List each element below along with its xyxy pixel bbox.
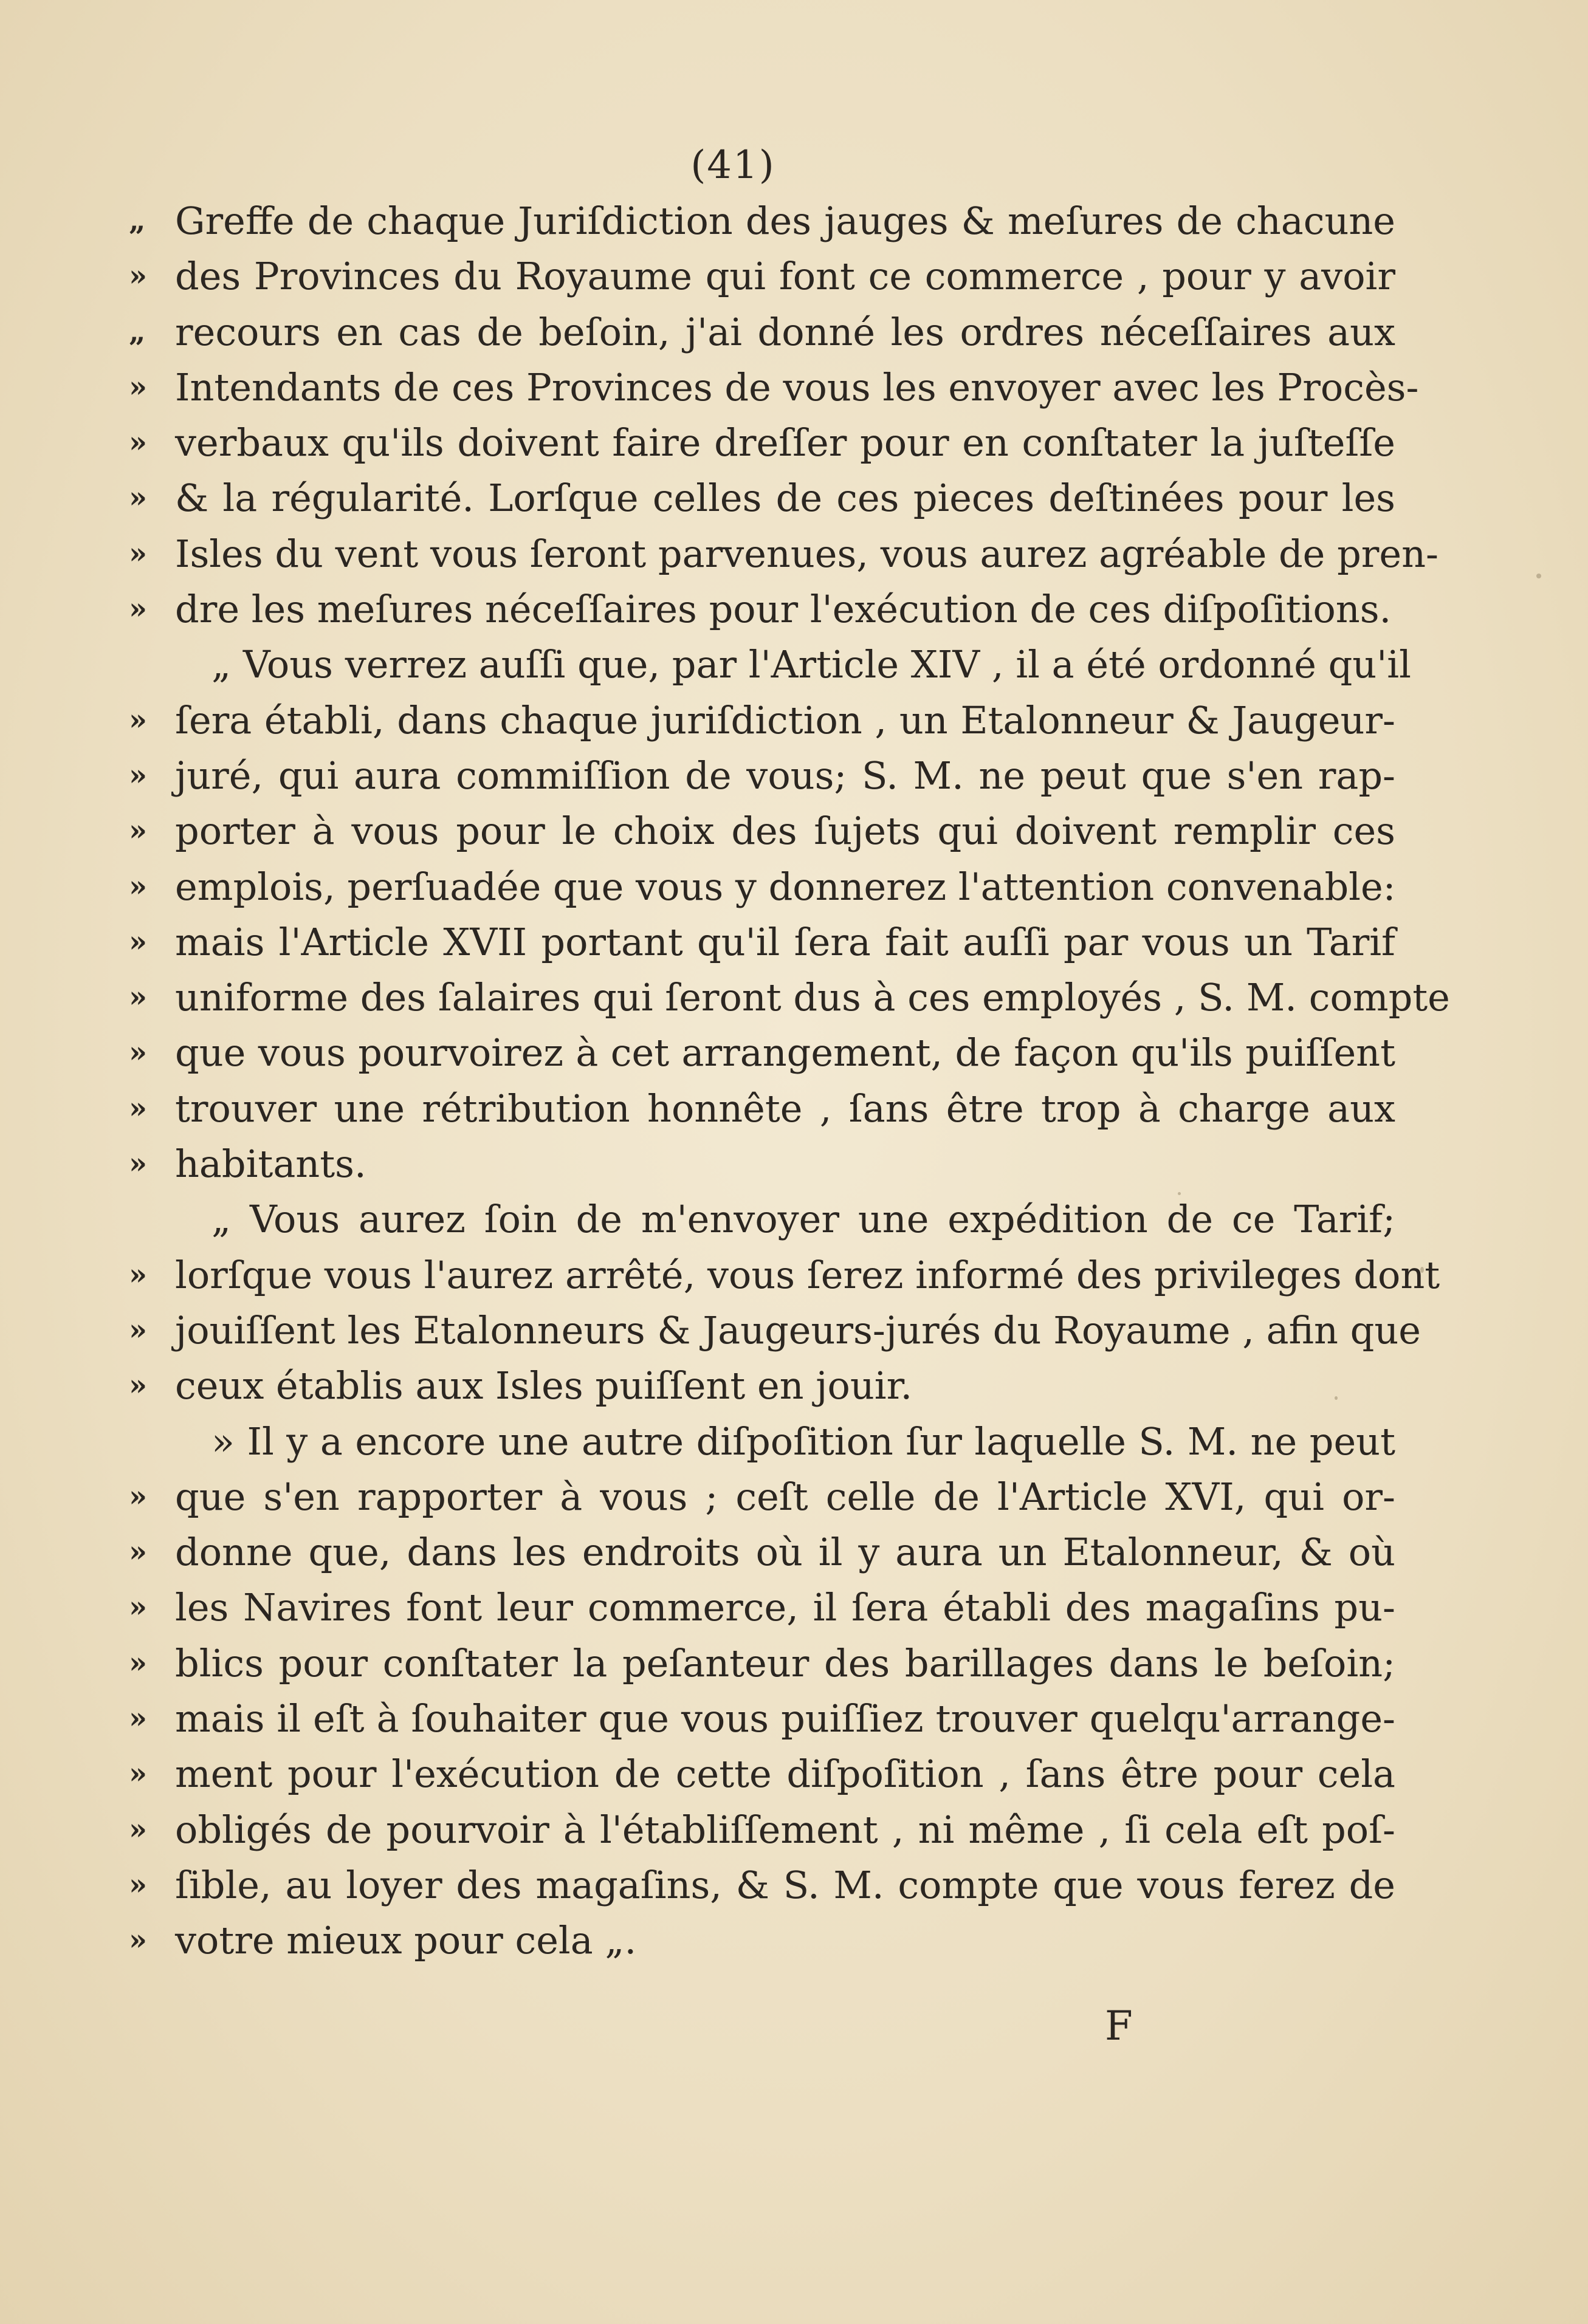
paragraph-start-line	[122, 637, 1411, 692]
quote-mark: »	[129, 1312, 147, 1347]
text-line	[122, 1025, 1395, 1080]
paper-speck	[1335, 1396, 1338, 1400]
line-text: ſible, au loyer des magaſins, & S. M. compte que vous ferez de	[175, 1862, 1395, 1907]
line-text: recours en cas de beſoin, j'ai donné les ordres néceſſaires aux	[175, 309, 1395, 354]
line-text: jouiſſent les Etalonneurs & Jaugeurs-jurés du Royaume , afin que	[175, 1308, 1421, 1352]
line-text: „ Vous aurez ſoin de m'envoyer une expédition de ce Tarif;	[211, 1197, 1395, 1242]
quote-mark: »	[129, 1757, 147, 1791]
text-line	[122, 1136, 1373, 1191]
line-text: juré, qui aura commiſſion de vous; S. M. ne peut que s'en rap-	[175, 753, 1395, 798]
text-line	[122, 1524, 1395, 1580]
text-line	[122, 859, 1396, 914]
quote-mark: »	[129, 1645, 147, 1680]
line-text: porter à vous pour le choix des ſujets qui doivent remplir ces	[175, 809, 1395, 854]
quote-mark: »	[129, 1923, 147, 1958]
quote-mark: »	[129, 869, 147, 903]
quote-mark: »	[129, 1479, 147, 1513]
line-text: & la régularité. Lorſque celles de ces pieces deſtinées pour les	[175, 476, 1395, 521]
line-text: verbaux qu'ils doivent faire dreſſer pour en conſtater la juſteſſe	[175, 420, 1395, 465]
text-line	[122, 193, 1395, 249]
quote-mark: »	[129, 1867, 147, 1902]
text-line	[122, 1469, 1395, 1524]
line-text: habitants.	[175, 1142, 366, 1187]
text-line	[122, 914, 1395, 970]
quote-mark: »	[129, 1147, 147, 1181]
quote-mark: »	[129, 369, 147, 404]
line-text: emplois, perſuadée que vous y donnerez l'attention convenable:	[175, 864, 1396, 909]
line-text: Greffe de chaque Juriſdiction des jauges & meſures de chacune	[175, 199, 1395, 243]
line-text: lorſque vous l'aurez arrêté, vous ſerez informé des privileges dont	[175, 1252, 1440, 1297]
quote-mark: »	[129, 1812, 147, 1846]
text-line	[122, 1303, 1421, 1358]
text-line	[122, 970, 1450, 1025]
text-line	[122, 803, 1395, 859]
quote-mark: »	[129, 1257, 147, 1292]
text-line	[122, 1636, 1395, 1691]
line-text: uniforme des ſalaires qui ſeront dus à ces employés , S. M. compte	[175, 975, 1450, 1020]
paragraph-start-line	[122, 1191, 1395, 1247]
quote-mark: »	[129, 1091, 147, 1125]
text-line	[122, 1358, 1373, 1413]
text-line	[122, 1802, 1395, 1857]
line-text: dre les meſures néceſſaires pour l'exécution de ces diſpoſitions.	[175, 587, 1392, 632]
line-text: Intendants de ces Provinces de vous les envoyer avec les Procès-	[175, 365, 1419, 410]
text-line	[122, 748, 1395, 803]
quote-mark: »	[129, 702, 147, 737]
line-text: ſera établi, dans chaque juriſdiction , un Etalonneur & Jaugeur-	[175, 698, 1395, 742]
quote-mark: »	[129, 1701, 147, 1736]
quote-mark: „	[129, 204, 146, 238]
line-text: trouver une rétribution honnête , ſans être trop à charge aux	[175, 1086, 1395, 1131]
text-line	[122, 1857, 1395, 1913]
text-line	[122, 1580, 1395, 1635]
quote-mark: »	[129, 536, 147, 571]
line-text: „ Vous verrez auſſi que, par l'Article XIV , il a été ordonné qu'il	[211, 642, 1411, 687]
text-line	[122, 1746, 1395, 1801]
line-text: les Navires font leur commerce, il ſera établi des magaſins pu-	[175, 1585, 1395, 1630]
signature-mark: F	[1105, 2003, 1133, 2049]
quote-mark: »	[129, 481, 147, 515]
line-text: donne que, dans les endroits où il y aura un Etalonneur, & où	[175, 1530, 1395, 1575]
quote-mark: „	[129, 314, 146, 349]
text-line	[122, 470, 1395, 526]
line-text: votre mieux pour cela „.	[175, 1918, 637, 1963]
quote-mark: »	[129, 1590, 147, 1625]
text-line	[122, 1247, 1440, 1303]
line-text: ceux établis aux Isles puiſſent en jouir.	[175, 1363, 913, 1408]
quote-mark: »	[129, 1035, 147, 1070]
paragraph-start-line	[122, 1414, 1395, 1469]
line-text: Isles du vent vous ſeront parvenues, vous aurez agréable de pren-	[175, 531, 1438, 576]
quote-mark: »	[129, 814, 147, 848]
paper-speck	[1178, 1192, 1181, 1195]
line-text: ment pour l'exécution de cette diſpoſition , ſans être pour cela	[175, 1752, 1395, 1797]
text-line	[122, 304, 1395, 360]
quote-mark: »	[129, 980, 147, 1015]
line-text: obligés de pourvoir à l'établiſſement , ni même , ſi cela eſt poſ-	[175, 1807, 1395, 1852]
text-line	[122, 415, 1395, 470]
text-block	[122, 193, 1450, 1969]
page-number: (41)	[690, 143, 775, 188]
text-line	[122, 360, 1419, 415]
quote-mark: »	[129, 425, 147, 460]
text-line	[122, 249, 1395, 304]
text-line	[122, 1691, 1395, 1746]
text-line	[122, 1913, 1373, 1968]
line-text: » Il y a encore une autre diſpoſition ſur laquelle S. M. ne peut	[211, 1419, 1395, 1464]
quote-mark: »	[129, 924, 147, 959]
line-text: des Provinces du Royaume qui font ce commerce , pour y avoir	[175, 254, 1395, 299]
line-text: que s'en rapporter à vous ; ceſt celle de l'Article XVI, qui or-	[175, 1474, 1395, 1519]
quote-mark: »	[129, 758, 147, 792]
quote-mark: »	[129, 1368, 147, 1403]
paper-speck	[1420, 1267, 1424, 1273]
text-line	[122, 693, 1395, 748]
line-text: que vous pourvoirez à cet arrangement, de façon qu'ils puiſſent	[175, 1030, 1395, 1075]
quote-mark: »	[129, 259, 147, 293]
paper-speck	[1536, 574, 1541, 578]
line-text: mais il eſt à ſouhaiter que vous puiſſiez trouver quelqu'arrange-	[175, 1696, 1395, 1741]
line-text: blics pour conſtater la peſanteur des barillages dans le beſoin;	[175, 1640, 1395, 1685]
line-text: mais l'Article XVII portant qu'il ſera fait auſſi par vous un Tarif	[175, 919, 1395, 964]
text-line	[122, 581, 1392, 637]
quote-mark: »	[129, 592, 147, 626]
text-line	[122, 526, 1438, 581]
text-line	[122, 1081, 1395, 1136]
quote-mark: »	[129, 1535, 147, 1569]
